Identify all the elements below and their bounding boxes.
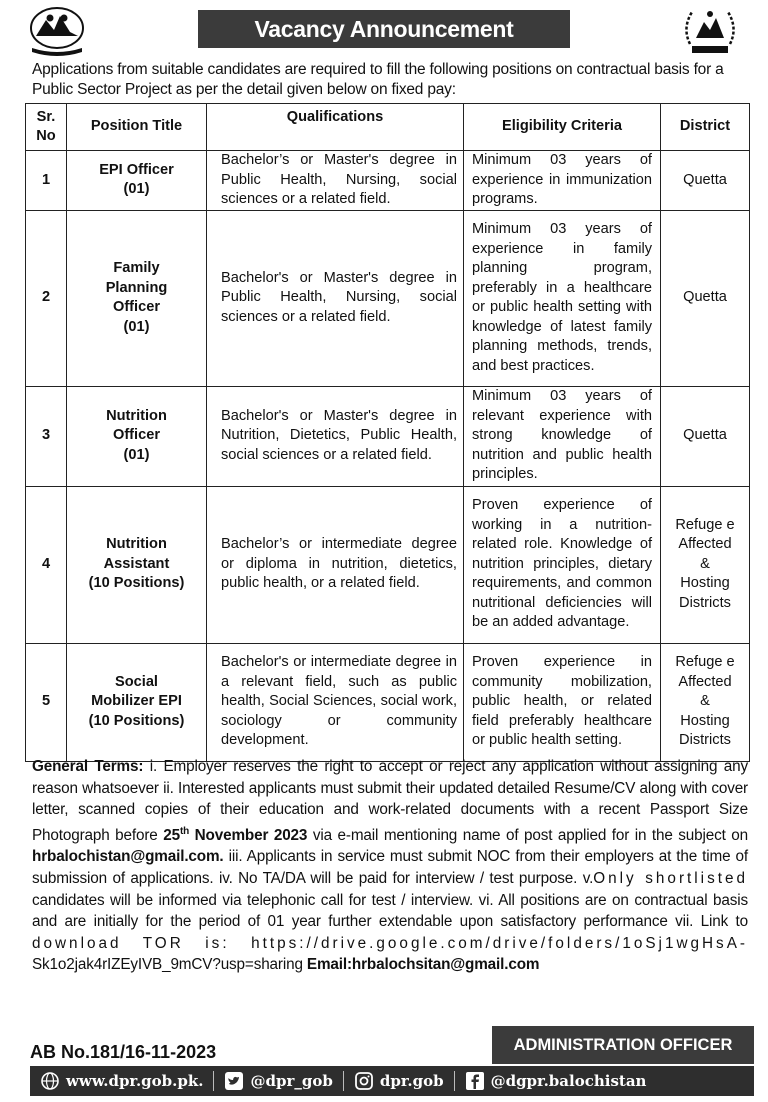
government-seal-left-logo (28, 6, 86, 56)
footer-twitter[interactable]: @dpr_gob (224, 1071, 332, 1091)
row-sr: 2 (26, 210, 67, 386)
footer-divider (343, 1071, 344, 1091)
row-eligibility: Proven experience of working in a nutrition-related role. Knowledge of nutrition principles, dietary requirements, and common nutritional deficiencies will be an added advantage. (464, 486, 661, 643)
terms-part-3: iii. Applicants in service must submit NOC from their employers at the time of submission of applications. iv. No TA/DA will be paid for interview / test purpose. v. (32, 848, 748, 888)
terms-part-2: via e-mail mentioning name of post applied for in the subject on (307, 826, 748, 844)
globe-icon (40, 1071, 60, 1091)
tor-link-prefix[interactable]: download TOR is: https://drive.google.com/drive/folders/1oSj1wgHsA- (32, 934, 748, 952)
header-eligibility: Eligibility Criteria (464, 104, 661, 151)
application-email: hrbalochistan@gmail.com. (32, 848, 224, 866)
footer-facebook[interactable]: @dgpr.balochistan (465, 1071, 647, 1091)
footer-website[interactable]: www.dpr.gob.pk. (40, 1071, 203, 1091)
government-seal-right-logo (680, 4, 740, 58)
row-eligibility: Minimum 03 years of relevant experience with strong knowledge of nutrition and public health principles. (464, 386, 661, 486)
row-district: Quetta (661, 386, 750, 486)
table-row (26, 151, 750, 211)
row-sr: 4 (26, 486, 67, 643)
terms-shortlisted: Only shortlisted (593, 870, 748, 888)
header-sr-no: Sr. No (26, 104, 67, 151)
tor-link-rest[interactable]: Sk1o2jak4rIZEyIVB_9mCV?usp=sharing (32, 956, 303, 974)
general-terms (32, 756, 748, 976)
row-eligibility: Minimum 03 years of experience in immunization programs. (464, 151, 661, 211)
intro-paragraph: Applications from suitable candidates are required to fill the following positions on contractual basis for a Public Sector Project as per the detail given below on fixed pay: (32, 61, 724, 98)
row-district: Quetta (661, 210, 750, 386)
header-district: District (661, 104, 750, 151)
row-sr: 3 (26, 386, 67, 486)
table-row (26, 210, 750, 386)
deadline-date: 25th November 2023 (163, 825, 308, 844)
ab-number: AB No.181/16-11-2023 (30, 1042, 217, 1062)
row-qualification: Bachelor’s or Master's degree in Public Health, Nursing, social sciences or a related field. (207, 151, 464, 211)
row-position: Family Planning Officer (01) (67, 210, 207, 386)
footer-bar (30, 1066, 754, 1096)
row-district: Quetta (661, 151, 750, 211)
table-row (26, 643, 750, 761)
header-position-title: Position Title (67, 104, 207, 151)
row-position: Nutrition Assistant (10 Positions) (67, 486, 207, 643)
row-sr: 5 (26, 643, 67, 761)
table-row (26, 486, 750, 643)
contact-email: Email:hrbalochsitan@gmail.com (306, 956, 540, 974)
instagram-icon (354, 1071, 374, 1091)
row-position: EPI Officer (01) (67, 151, 207, 211)
footer-divider (213, 1071, 214, 1091)
footer-instagram[interactable]: dpr.gob (354, 1071, 444, 1091)
header-qualifications: Qualifications (207, 104, 464, 151)
row-qualification: Bachelor’s or intermediate degree or diploma in nutrition, dietetics, public health, or a related field. (207, 486, 464, 643)
row-eligibility: Minimum 03 years of experience in family planning program, preferably in a healthcare or public health setting with knowledge of latest family planning methods, trends, and best practices. (464, 210, 661, 386)
row-position: Social Mobilizer EPI (10 Positions) (67, 643, 207, 761)
vacancy-table (25, 103, 750, 762)
row-district: Refuge e Affected & Hosting Districts (661, 643, 750, 761)
terms-label: General Terms: (32, 758, 144, 775)
vacancy-title: Vacancy Announcement (198, 10, 570, 48)
row-qualification: Bachelor's or Master's degree in Nutrition, Dietetics, Public Health, social sciences or a related field. (207, 386, 464, 486)
row-district: Refuge e Affected & Hosting Districts (661, 486, 750, 643)
table-header-row (26, 104, 750, 151)
row-position: Nutrition Officer (01) (67, 386, 207, 486)
row-qualification: Bachelor's or Master's degree in Public Health, Nursing, social sciences or a related field. (207, 210, 464, 386)
terms-part-1: i. Employer reserves the right to accept or reject any application without assigning any reason whatsoever ii. Interested applicants must submit their updated detailed Resume/CV along with cover letter, scanned copies of their education and work-related documents with a recent Passport Size Photograph before (32, 758, 748, 844)
table-row (26, 386, 750, 486)
header (0, 0, 768, 60)
row-sr: 1 (26, 151, 67, 211)
administration-officer-signoff: ADMINISTRATION OFFICER (492, 1026, 754, 1064)
twitter-icon (224, 1071, 244, 1091)
row-qualification: Bachelor's or intermediate degree in a relevant field, such as public health, Social Sciences, social work, sociology or community development. (207, 643, 464, 761)
footer-divider (454, 1071, 455, 1091)
row-eligibility: Proven experience in community mobilization, public health, or related field preferably healthcare or public health setting. (464, 643, 661, 761)
facebook-icon (465, 1071, 485, 1091)
terms-part-4: candidates will be informed via telephonic call for test / interview. vi. All positions are on contractual basis and are initially for the period of 01 year further extendable upon satisfactory performance vii. Link to (32, 891, 748, 931)
